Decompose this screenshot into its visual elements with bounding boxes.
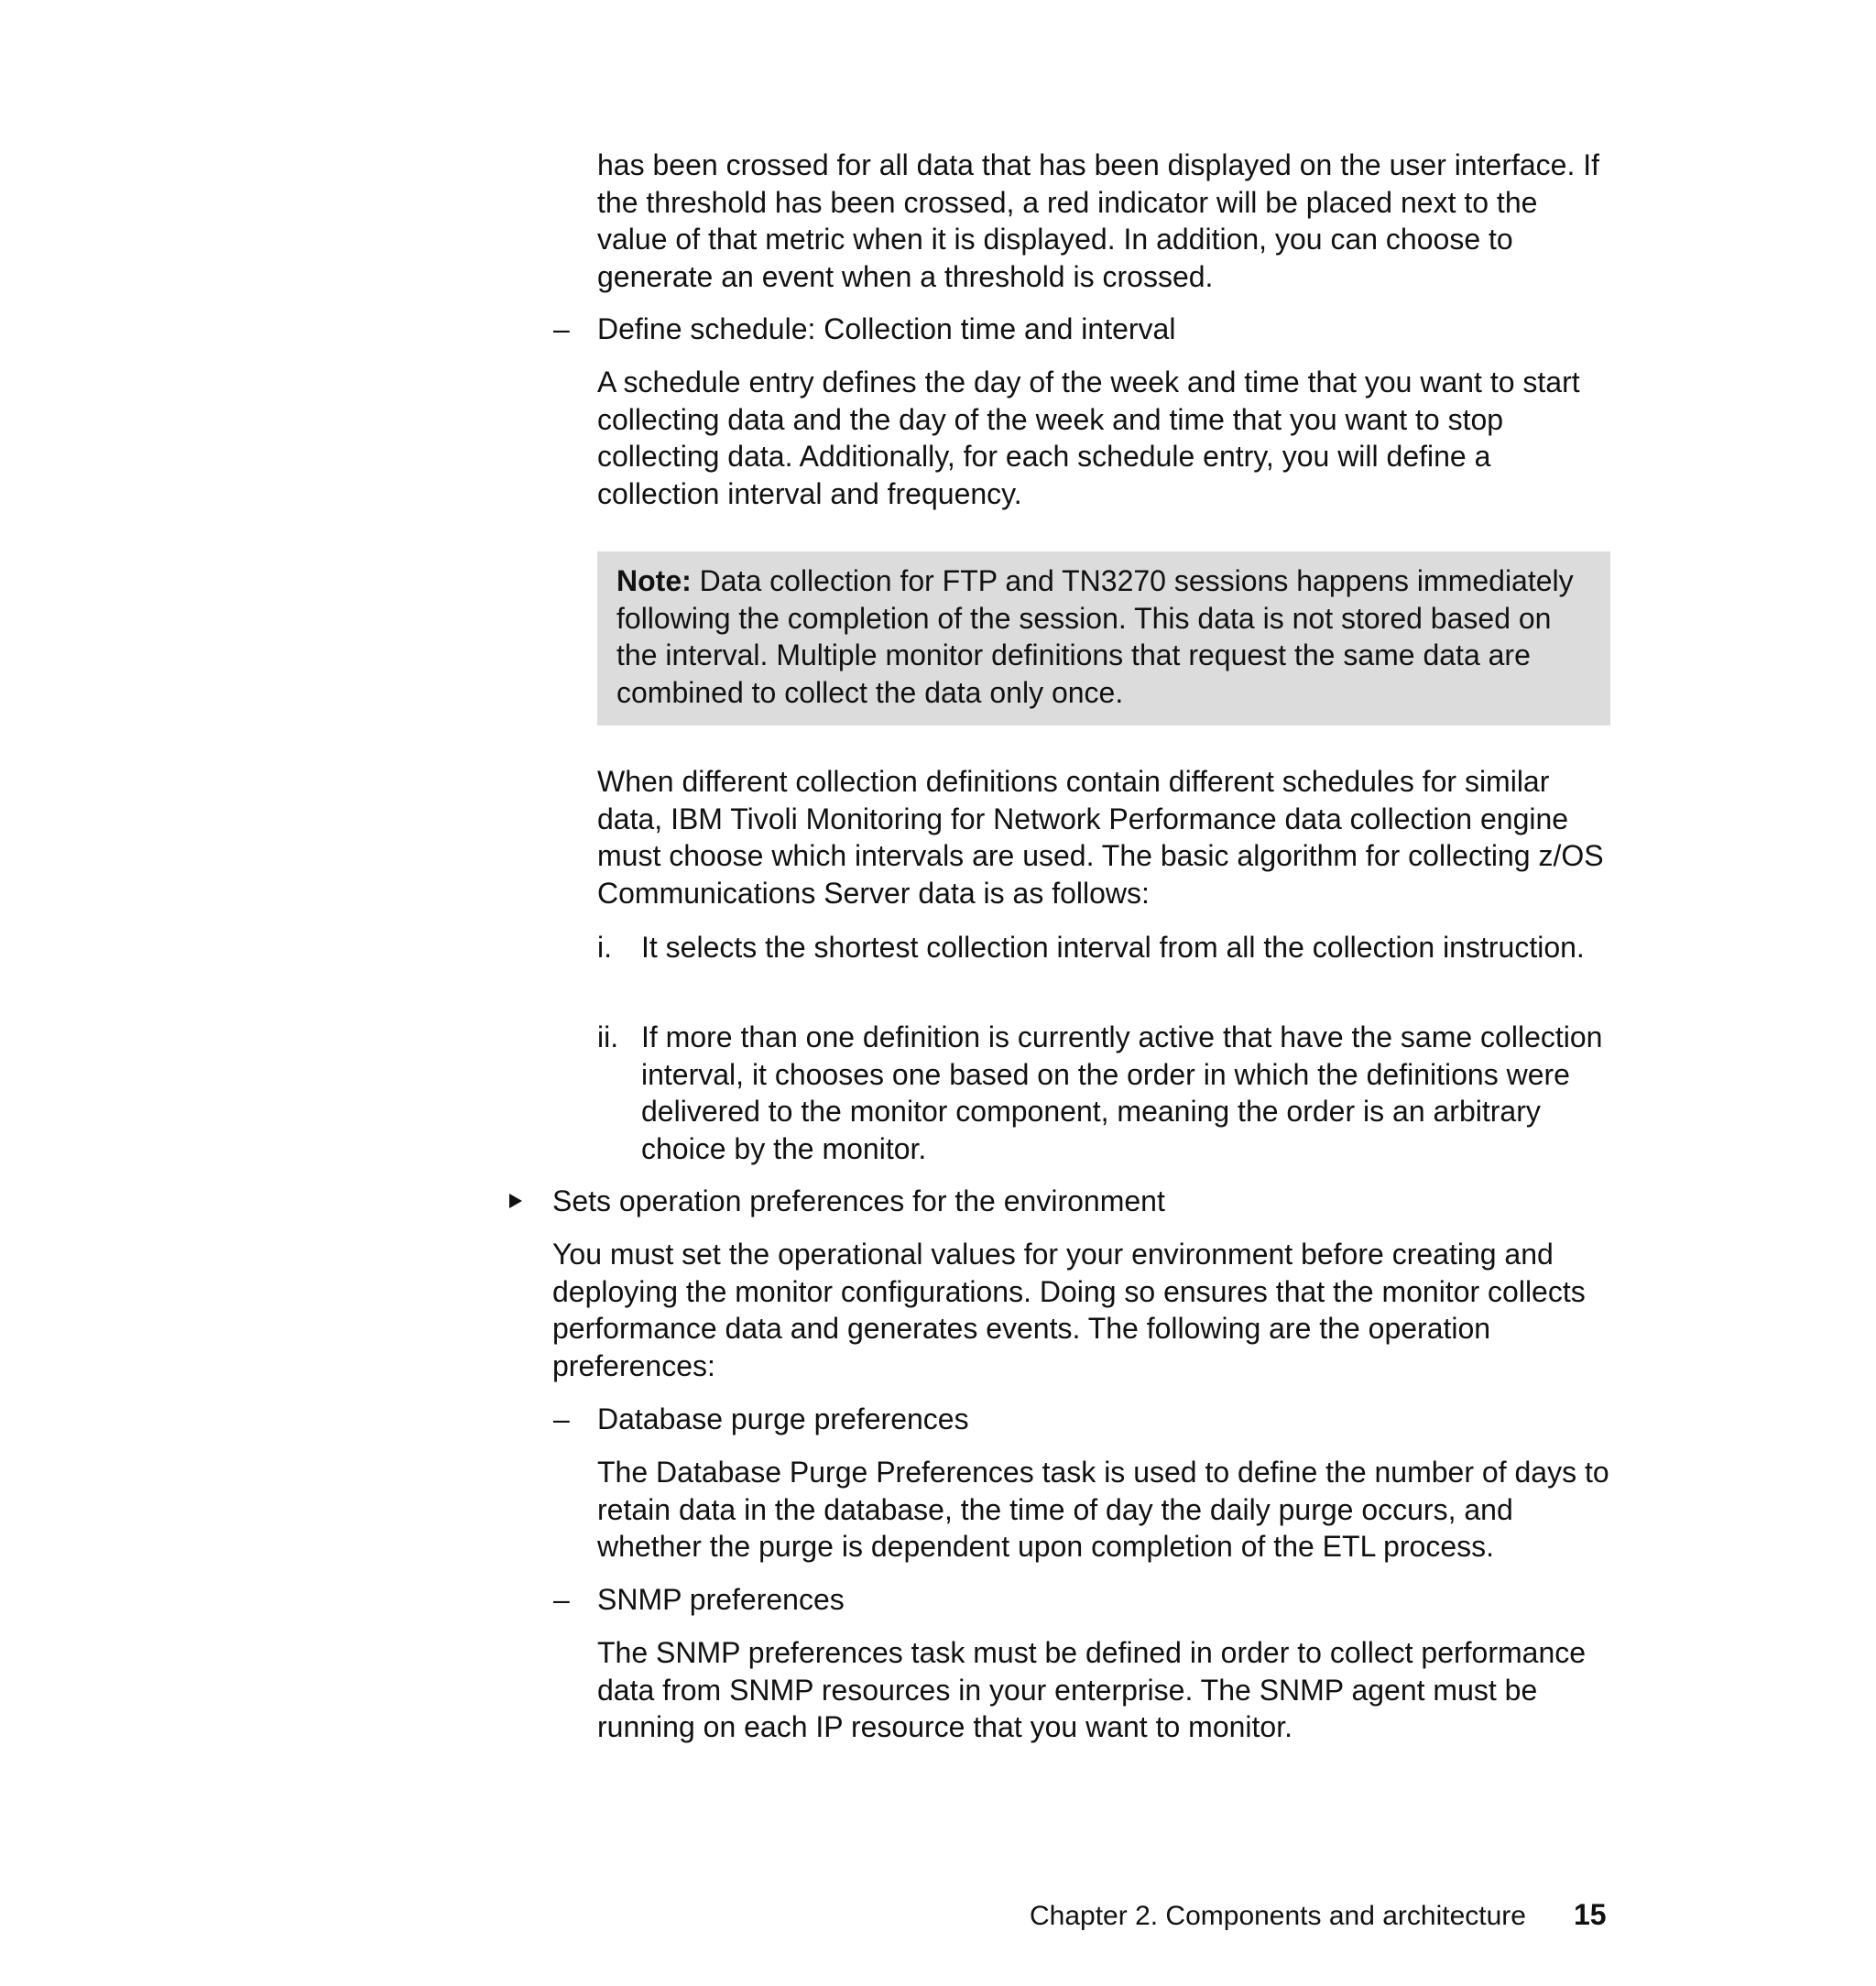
dash-marker: –	[553, 312, 570, 345]
note-text	[616, 562, 1597, 711]
item-snmp-heading: SNMP preferences	[597, 1583, 845, 1616]
footer-chapter: Chapter 2. Components and architecture	[1030, 1901, 1526, 1931]
item-db-heading: Database purge preferences	[597, 1402, 969, 1435]
footer-page-number: 15	[1574, 1898, 1607, 1931]
bullet-triangle-icon	[509, 1194, 522, 1208]
item-schedule-heading: Define schedule: Collection time and interval	[597, 312, 1176, 345]
paragraph-operation: You must set the operational values for your environment before creating and deploying the monitor configurations. Doing so ensures that the monitor collects performance data and generates events. The following are the operation preferences:	[552, 1238, 1586, 1382]
dash-marker: –	[553, 1583, 570, 1616]
paragraph-schedule: A schedule entry defines the day of the week and time that you want to start collecting data and the day of the week and time that you want to stop collecting data. Additionally, for each schedule entry, you will define a collection interval and frequency.	[597, 366, 1580, 510]
paragraph-snmp: The SNMP preferences task must be defined in order to collect performance data from SNMP resources in your enterprise. The SNMP agent must be running on each IP resource that you want to monitor.	[597, 1636, 1587, 1743]
paragraph-threshold: has been crossed for all data that has been displayed on the user interface. If the threshold has been crossed, a red indicator will be placed next to the value of that metric when it is displayed. In addition, you can choose to generate an event when a threshold is crossed.	[597, 148, 1600, 293]
note-label: Note:	[616, 564, 692, 597]
roman-item-i: It selects the shortest collection interval from all the collection instruction.	[641, 931, 1585, 964]
paragraph-db-purge: The Database Purge Preferences task is used to define the number of days to retain data in the database, the time of day the daily purge occurs, and whether the purge is dependent upon completion of the ETL process.	[597, 1456, 1609, 1563]
roman-marker-i: i.	[597, 931, 612, 964]
paragraph-different-schedules: When different collection definitions contain different schedules for similar data, IBM Tivoli Monitoring for Network Performance data collection engine must choose which intervals are used. The basic algorithm for collecting z/OS Communications Server data is as follows:	[597, 765, 1604, 910]
roman-item-ii: If more than one definition is currently active that have the same collection interval, it chooses one based on the order in which the definitions were delivered to the monitor component, meaning the order is an arbitrary choice by the monitor.	[641, 1020, 1603, 1165]
dash-marker: –	[553, 1402, 570, 1435]
note-body: Data collection for FTP and TN3270 sessions happens immediately following the completion of the session. This data is not stored based on the interval. Multiple monitor definitions that request the same data are combined to collect the data only once.	[616, 564, 1574, 709]
bullet-operation-preferences: Sets operation preferences for the environment	[552, 1184, 1165, 1217]
roman-marker-ii: ii.	[597, 1020, 619, 1053]
